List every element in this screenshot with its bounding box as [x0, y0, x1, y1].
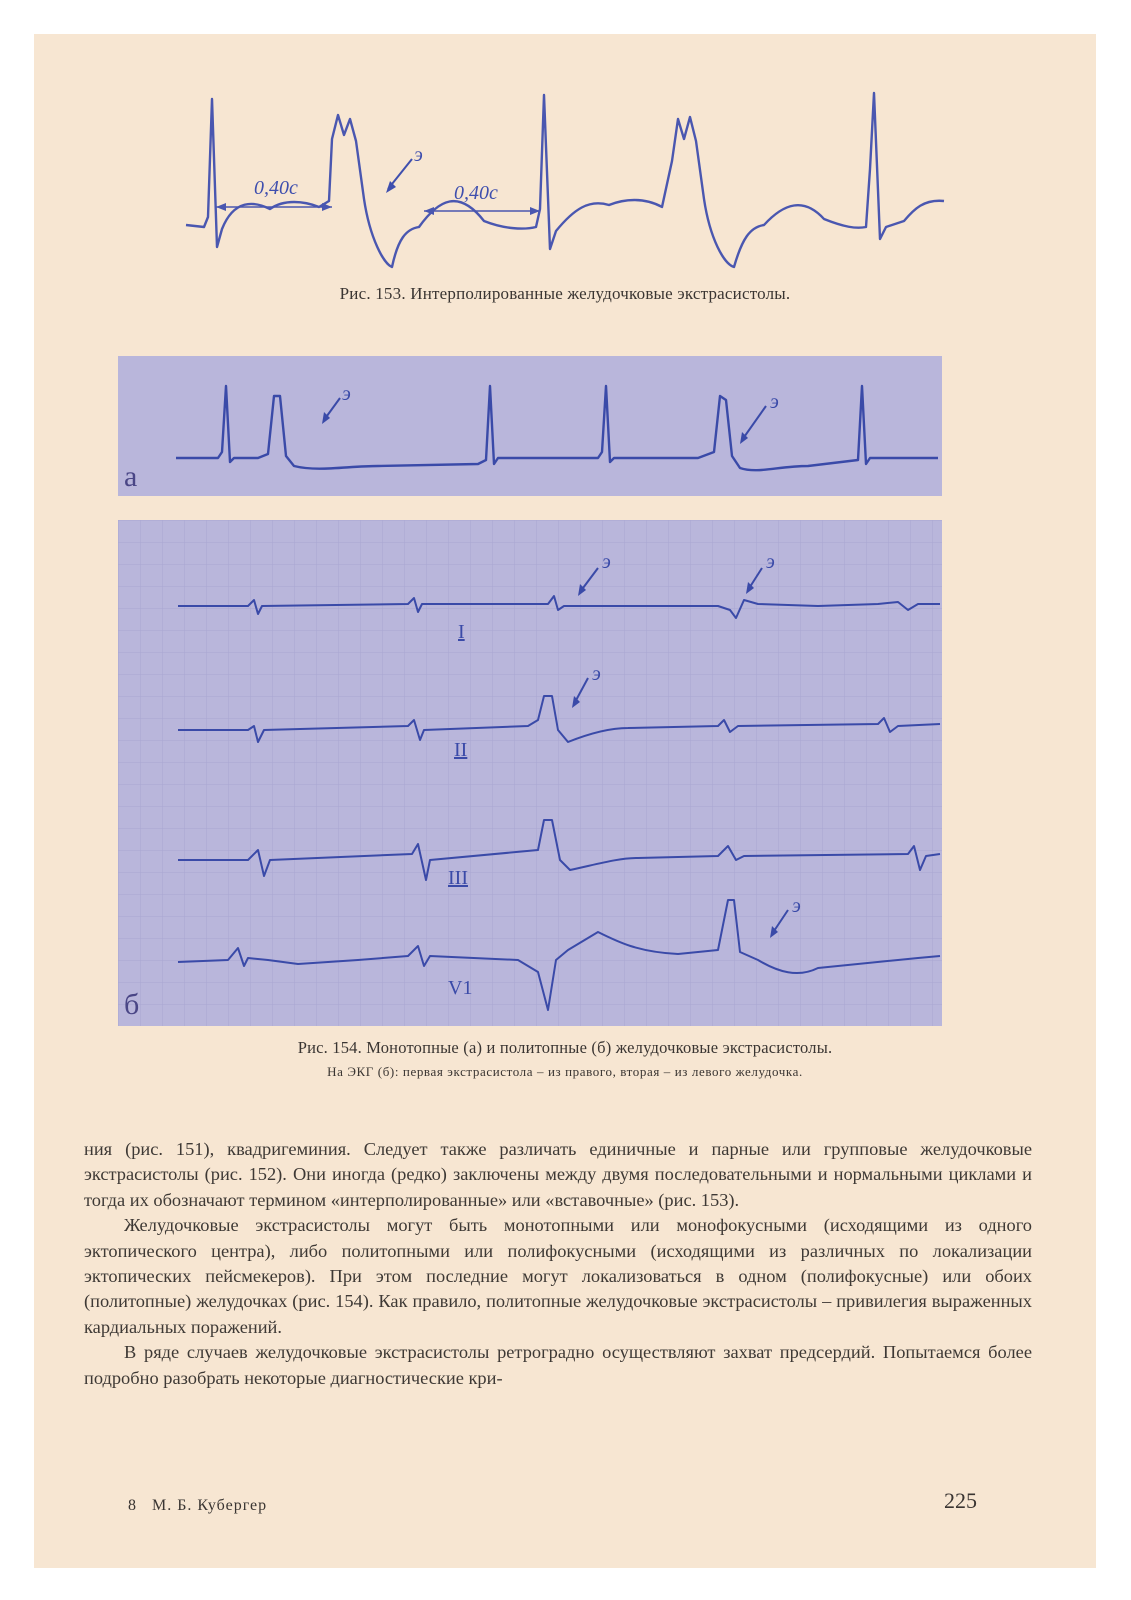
- extrasystole-marker-a1: э: [342, 383, 351, 405]
- interval-label-2: 0,40с: [454, 182, 498, 204]
- figure-154-subcaption: На ЭКГ (б): первая экстрасистола – из правого, вторая – из левого желудочка.: [327, 1064, 803, 1079]
- footer-signature: 8 М. Б. Кубергер: [128, 1497, 268, 1514]
- lead-label-2: II: [454, 739, 468, 761]
- ecg-trace-154a: [176, 386, 938, 470]
- extrasystole-marker-b3: э: [592, 663, 601, 685]
- interval-label-1: 0,40с: [254, 177, 298, 199]
- panel-b-letter: б: [124, 988, 140, 1021]
- extrasystole-marker-b4: э: [792, 895, 801, 917]
- panel-a-letter: а: [124, 460, 138, 493]
- ecg-trace-153: [186, 93, 944, 267]
- lead-label-v1: V1: [448, 977, 473, 999]
- figure-153-caption: Рис. 153. Интерполированные желудочковые экстрасистолы.: [339, 284, 791, 303]
- lead-label-3: III: [448, 867, 468, 889]
- figure-154-caption: Рис. 154. Монотопные (а) и политопные (б) желудочковые экстрасистолы.: [297, 1038, 833, 1057]
- paragraph-1: ния (рис. 151), квадригеминия. Следует также различать единичные и парные или групповые желудочковые экстрасистолы (рис. 152). Они иногда (редко) заключены между двумя последовательными и нормальными циклами и тогда их обозначают термином «интерполированные» или «вставочные» (рис. 153).: [84, 1139, 1032, 1210]
- figure-154b-ecg: [118, 520, 942, 1026]
- paragraph-3: В ряде случаев желудочковые экстрасистолы ретроградно осуществляют захват предсердий. Попытаемся более подробно разобрать некоторые диагностические кри-: [84, 1342, 1032, 1388]
- body-text: [84, 1137, 1032, 1391]
- paragraph-2: Желудочковые экстрасистолы могут быть монотопными или монофокусными (исходящими из одного эктопического центра), либо политопными или полифокусными (исходящими из различных по локализации эктопических пейсмекеров). При этом последние могут локализоваться в одном (полифокусные) или обоих (политопные) желудочках (рис. 154). Как правило, политопные желудочковые экстрасистолы – привилегия выраженных кардиальных поражений.: [84, 1215, 1032, 1337]
- extrasystole-arrow-a2: [742, 406, 766, 440]
- page-number: 225: [944, 1488, 977, 1513]
- lead-label-1: I: [458, 621, 465, 643]
- extrasystole-marker-a2: э: [770, 391, 779, 413]
- extrasystole-marker-b1: э: [602, 551, 611, 573]
- book-page: [34, 34, 1096, 1568]
- ecg-strip-154a: [118, 356, 942, 496]
- extrasystole-marker-b2: э: [766, 551, 775, 573]
- figure-154a-ecg: [118, 356, 942, 496]
- ecg-strip-154b: [118, 520, 942, 1026]
- extrasystole-marker: э: [414, 144, 423, 166]
